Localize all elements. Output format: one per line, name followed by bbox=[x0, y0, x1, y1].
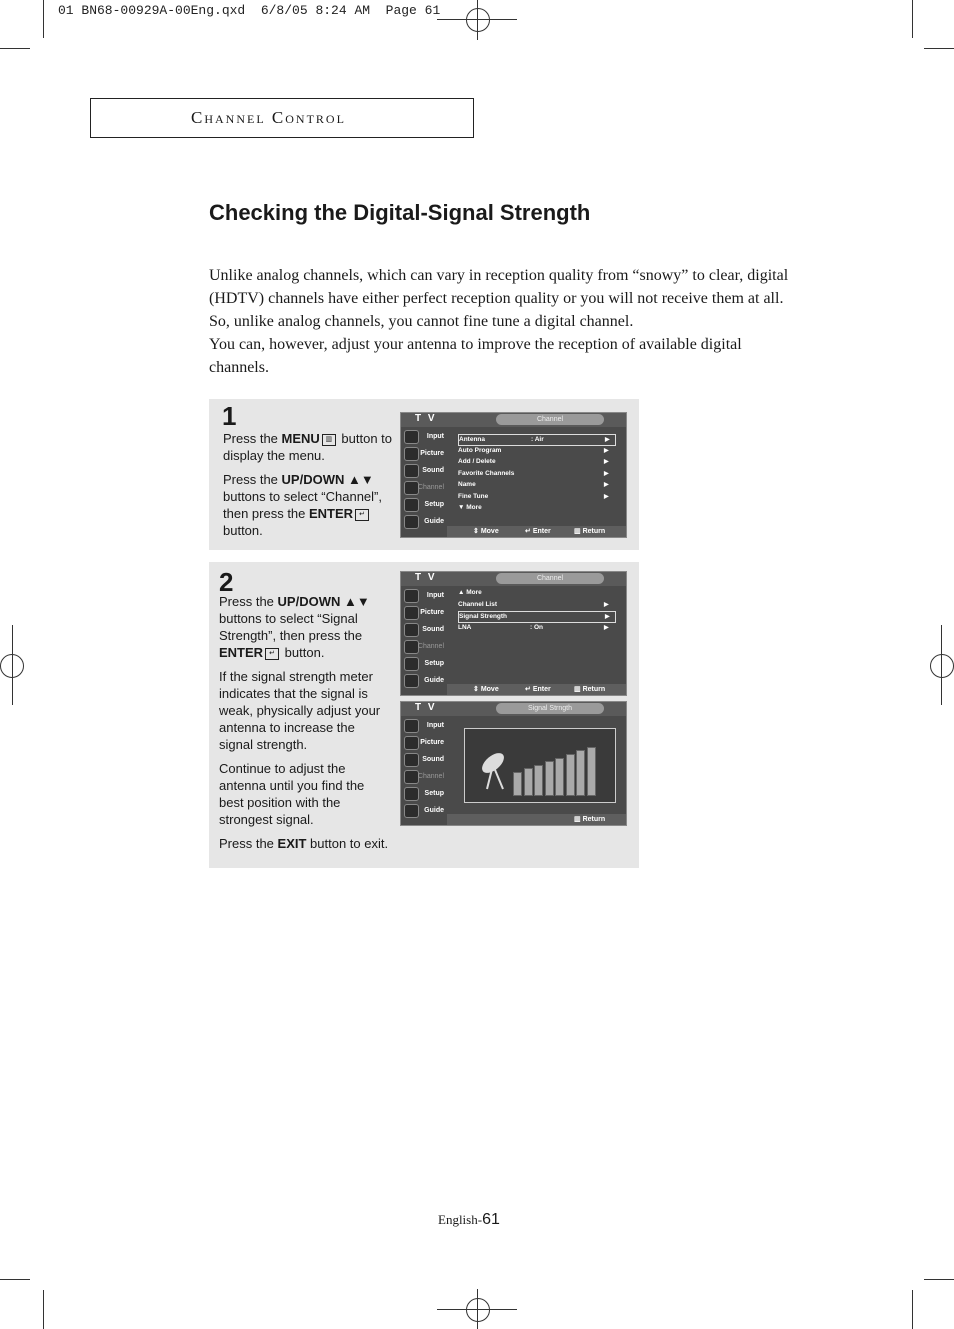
enter-hint: ↵ Enter bbox=[525, 528, 551, 535]
return-hint: ▥ Return bbox=[574, 686, 606, 693]
move-hint: ⇕ Move bbox=[473, 528, 499, 535]
crop-mark bbox=[0, 48, 30, 49]
footer-prefix: English- bbox=[438, 1212, 483, 1227]
tv-sidebar-label: Picture bbox=[420, 739, 444, 746]
menu-category-icon bbox=[404, 589, 419, 603]
tv-sidebar-item bbox=[401, 462, 446, 479]
tv-menu-item bbox=[458, 623, 614, 633]
arrow-right-icon: ▶ bbox=[604, 447, 609, 454]
signal-bar bbox=[545, 761, 554, 796]
crop-mark bbox=[941, 625, 942, 705]
enter-icon: ↵ bbox=[355, 509, 369, 521]
signal-bar bbox=[513, 772, 522, 796]
tv-sidebar-label: Sound bbox=[422, 626, 444, 633]
step-1-text: Press the MENU ▥ button to display the menu. Press the UP/DOWN ▲▼ buttons to select “Channel”, then press the ENTER ↵ button. bbox=[223, 431, 393, 538]
signal-meter bbox=[464, 728, 616, 803]
tv-sidebar-label: Setup bbox=[424, 790, 444, 797]
signal-bar bbox=[566, 754, 575, 796]
tv-menu-item-label: LNA bbox=[458, 623, 472, 631]
tv-sidebar-item bbox=[401, 717, 446, 734]
return-hint: ▥ Return bbox=[574, 816, 606, 823]
tv-menu-item bbox=[458, 611, 616, 623]
menu-tab: Channel bbox=[496, 573, 604, 584]
tv-sidebar-label: Channel bbox=[417, 484, 444, 491]
arrow-right-icon: ▶ bbox=[604, 482, 609, 488]
tv-bottom-bar bbox=[447, 814, 626, 825]
signal-bar bbox=[524, 768, 533, 796]
tv-sidebar-label: Setup bbox=[424, 660, 444, 667]
menu-category-icon bbox=[404, 674, 419, 688]
menu-tab: Signal Strngth bbox=[496, 703, 604, 714]
crop-mark bbox=[477, 0, 478, 40]
arrow-right-icon: ▶ bbox=[604, 601, 609, 608]
crop-mark bbox=[924, 1279, 954, 1280]
arrow-right-icon: ▶ bbox=[604, 459, 609, 465]
tv-sidebar-label: Input bbox=[426, 433, 444, 440]
tv-sidebar-item bbox=[401, 428, 446, 445]
step-number: 1 bbox=[222, 401, 237, 431]
tv-sidebar-label: Picture bbox=[420, 609, 444, 616]
tv-sidebar-item bbox=[401, 604, 446, 621]
crop-mark bbox=[0, 1279, 30, 1280]
crop-mark bbox=[912, 0, 913, 38]
signal-bar bbox=[587, 747, 596, 796]
tv-logo: T V bbox=[415, 413, 437, 424]
tv-bottom-bar bbox=[447, 526, 626, 537]
tv-sidebar-item bbox=[401, 785, 446, 802]
menu-category-icon bbox=[404, 481, 419, 495]
tv-sidebar-item bbox=[401, 734, 446, 751]
tv-menu-item bbox=[458, 588, 614, 598]
menu-category-icon bbox=[404, 804, 419, 818]
crop-mark bbox=[12, 625, 13, 705]
tv-sidebar-item bbox=[401, 655, 446, 672]
tv-sidebar-item bbox=[401, 587, 446, 604]
tv-menu-item-label: Antenna bbox=[459, 436, 485, 443]
tv-signal-screen bbox=[400, 701, 627, 826]
tv-menu-item-label: Add / Delete bbox=[458, 458, 496, 465]
crop-mark bbox=[43, 0, 44, 38]
tv-menu-item-label: ▼ More bbox=[458, 504, 482, 511]
tv-bottom-bar bbox=[447, 684, 626, 695]
tv-sidebar-label: Guide bbox=[424, 677, 444, 684]
enter-icon: ↵ bbox=[265, 648, 279, 660]
tv-menu-item-label: Channel List bbox=[458, 600, 498, 608]
tv-menu-item bbox=[458, 446, 614, 456]
tv-sidebar-label: Input bbox=[426, 722, 444, 729]
tv-sidebar bbox=[401, 587, 446, 689]
return-hint: ▥ Return bbox=[574, 528, 606, 535]
tv-sidebar bbox=[401, 717, 446, 819]
tv-menu-screen bbox=[400, 412, 627, 538]
menu-category-icon bbox=[404, 447, 419, 461]
section-header-box bbox=[90, 98, 474, 138]
up-down-icon: ▲▼ bbox=[348, 472, 374, 487]
intro-paragraph: Unlike analog channels, which can vary in reception quality from “snowy” to clear, digital (HDTV) channels have either perfect reception quality or you will not receive them at all. So, unlike analog channels, you cannot fine tune a digital channel. bbox=[209, 267, 789, 330]
satellite-dish-icon bbox=[473, 743, 513, 793]
tv-sidebar-label: Guide bbox=[424, 518, 444, 525]
menu-category-icon bbox=[404, 640, 419, 654]
crop-mark bbox=[912, 1290, 913, 1329]
tv-menu-item-label: Name bbox=[458, 481, 476, 488]
tv-menu-item-label: Auto Program bbox=[458, 446, 502, 454]
crop-mark bbox=[43, 1290, 44, 1329]
section-title: Channel Control bbox=[191, 108, 346, 127]
menu-icon: ▥ bbox=[322, 434, 336, 446]
registration-mark bbox=[930, 654, 954, 678]
menu-category-icon bbox=[404, 464, 419, 478]
tv-sidebar-item bbox=[401, 768, 446, 785]
step-number: 2 bbox=[219, 567, 234, 597]
menu-category-icon bbox=[404, 787, 419, 801]
page-footer bbox=[438, 1211, 500, 1229]
tv-sidebar-item bbox=[401, 479, 446, 496]
tv-sidebar-label: Channel bbox=[417, 643, 444, 650]
tv-sidebar-item bbox=[401, 802, 446, 819]
tv-sidebar-label: Channel bbox=[417, 773, 444, 780]
tv-menu-item-label: Fine Tune bbox=[458, 492, 489, 500]
move-hint: ⇕ Move bbox=[473, 686, 499, 693]
tv-menu-item bbox=[458, 503, 614, 513]
tv-sidebar-item bbox=[401, 621, 446, 638]
tv-menu-item bbox=[458, 600, 614, 610]
signal-bar bbox=[576, 750, 585, 796]
menu-category-icon bbox=[404, 736, 419, 750]
tv-logo: T V bbox=[415, 702, 437, 713]
print-header: 01 BN68-00929A-00Eng.qxd 6/8/05 8:24 AM Page 61 bbox=[58, 3, 441, 18]
tv-menu-item bbox=[458, 480, 614, 490]
tv-menu-item bbox=[458, 469, 614, 479]
tv-sidebar bbox=[401, 428, 446, 530]
up-down-icon: ▲▼ bbox=[344, 594, 370, 609]
tv-menu-item-value: : On bbox=[530, 623, 543, 631]
crop-mark bbox=[477, 1289, 478, 1329]
tv-sidebar-item bbox=[401, 445, 446, 462]
arrow-right-icon: ▶ bbox=[604, 493, 609, 500]
step-2-text: Press the UP/DOWN ▲▼ buttons to select “Signal Strength”, then press the ENTER ↵ button. If the signal strength meter indicates that the signal is weak, physically adjust your antenna to increase the signal strength. Continue to adjust the antenna until you find the best position with the strongest signal. Press the EXIT button to exit. bbox=[219, 594, 389, 851]
menu-category-icon bbox=[404, 623, 419, 637]
registration-mark bbox=[466, 1298, 490, 1322]
tv-sidebar-label: Setup bbox=[424, 501, 444, 508]
menu-category-icon bbox=[404, 515, 419, 529]
menu-category-icon bbox=[404, 770, 419, 784]
tv-sidebar-label: Sound bbox=[422, 467, 444, 474]
menu-category-icon bbox=[404, 753, 419, 767]
menu-category-icon bbox=[404, 719, 419, 733]
tv-sidebar-label: Sound bbox=[422, 756, 444, 763]
signal-bar bbox=[555, 758, 564, 796]
tv-menu-item bbox=[458, 492, 614, 502]
tv-sidebar-label: Input bbox=[426, 592, 444, 599]
step-1-panel bbox=[209, 399, 639, 550]
step-2-panel bbox=[209, 562, 639, 868]
tv-menu-item-label: Favorite Channels bbox=[458, 469, 515, 477]
tv-menu-item bbox=[458, 457, 614, 467]
tv-sidebar-item bbox=[401, 496, 446, 513]
menu-category-icon bbox=[404, 657, 419, 671]
menu-category-icon bbox=[404, 430, 419, 444]
tv-menu-screen bbox=[400, 571, 627, 696]
page-number: 61 bbox=[482, 1211, 500, 1228]
intro-text bbox=[209, 264, 799, 379]
arrow-right-icon: ▶ bbox=[604, 624, 609, 631]
page-title: Checking the Digital-Signal Strength bbox=[209, 200, 591, 225]
tv-menu-item-label: Signal Strength bbox=[459, 613, 508, 620]
arrow-right-icon: ▶ bbox=[605, 437, 610, 443]
tv-logo: T V bbox=[415, 572, 437, 583]
arrow-right-icon: ▶ bbox=[605, 614, 610, 620]
tv-sidebar-item bbox=[401, 751, 446, 768]
tv-sidebar-item bbox=[401, 513, 446, 530]
tv-sidebar-item bbox=[401, 672, 446, 689]
tv-sidebar-label: Picture bbox=[420, 450, 444, 457]
crop-mark bbox=[924, 48, 954, 49]
tv-sidebar-label: Guide bbox=[424, 807, 444, 814]
tv-menu-item-label: ▲ More bbox=[458, 589, 482, 596]
tv-sidebar-item bbox=[401, 638, 446, 655]
menu-tab: Channel bbox=[496, 414, 604, 425]
tv-menu-item bbox=[458, 434, 616, 446]
menu-category-icon bbox=[404, 606, 419, 620]
arrow-right-icon: ▶ bbox=[604, 470, 609, 477]
signal-bar bbox=[534, 765, 543, 796]
registration-mark bbox=[466, 8, 490, 32]
menu-category-icon bbox=[404, 498, 419, 512]
intro-paragraph: You can, however, adjust your antenna to improve the reception of available digital channels. bbox=[209, 336, 742, 376]
tv-menu-item-value: : Air bbox=[531, 436, 544, 443]
enter-hint: ↵ Enter bbox=[525, 686, 551, 693]
